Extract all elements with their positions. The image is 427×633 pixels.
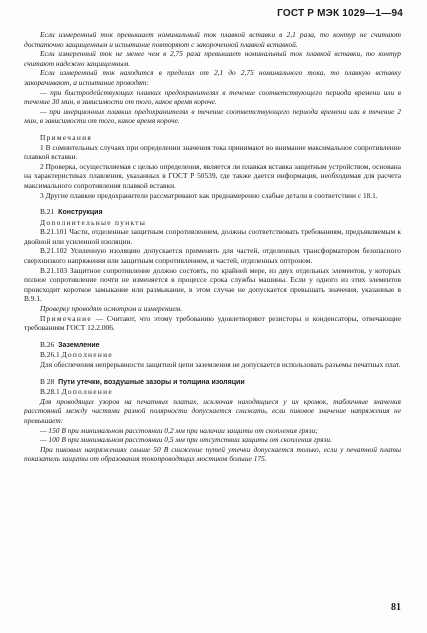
section-b21-number: В.21 [40, 207, 55, 217]
intro-paragraph-4: — при быстродействующих плавких предохранителях в течение соответствующего периода времени или в течение 30 мин, в зависимости от того, какое время короче. [24, 87, 401, 107]
clause-b21-note [24, 314, 401, 333]
notes-heading: Примечания [40, 132, 93, 142]
intro-paragraph-3: Если измеренный ток находится в пределах от 2,1 до 2,75 номинального тока, то плавкую вставку закорачивают, а испытание проводят: [24, 68, 401, 87]
section-b28-paragraph-4: При пиковых напряжениях свыше 50 В снижение путей утечки допускается только, если у печатной платы показатель защиты от образования токопроводящих мостиков больше 175. [24, 444, 401, 464]
intro-paragraph-1: Если измеренный ток превышает номинальный ток плавкой вставки в 2,1 раза, то контур не считают достаточно защищенным и испытание повторяют с закороченной плавкой вставкой. [24, 30, 401, 49]
page-header: ГОСТ Р МЭК 1029—1—94 [277, 8, 403, 19]
section-b26-subheading [24, 350, 401, 360]
section-b28-sub-number: В.28.1 [40, 387, 60, 397]
intro-paragraph-5: — при инерционных плавких предохранителях в течение соответствующего периода времени или в течение 2 мин, в зависимости от того, какое время короче. [24, 106, 401, 126]
clause-b21-103: В.21.103 Защитное сопротивление должно состоять, по крайней мере, из двух отдельных элементов, у которых полное сопротивление почти не изменяется в процессе срока службы машины. Если у одного из этих элементов происходит короткое замыкание или размыкание, в этом случае не допускается превышать значения, указанные в В.9.1. [24, 265, 401, 304]
section-b26-title [24, 340, 401, 351]
note-2: 2 Проверка, осуществляемая с целью определения, является ли плавкая вставка защитным устройством, основана на характеристиках плавления, указанных в ГОСТ Р 50539, где также дается информация, необходимая для расчета максимального сопротивления плавкой вставки. [24, 161, 401, 190]
clause-b21-102: В.21.102 Усиленную изоляцию допускается применять для частей, отделенных трансформатором безопасного сверхнизкого напряжения или защитным сопротивлением, и частей, отделенных оптроном. [24, 246, 401, 266]
section-b21-name: Конструкция [58, 209, 103, 217]
section-b26-number: В.26 [40, 339, 55, 349]
section-b28-title [24, 377, 401, 388]
section-b26-sub-label: Дополнение [61, 350, 113, 360]
clause-b21-note-label: Примечание [40, 313, 92, 323]
section-b21-subheading: Дополнительные пункты [40, 217, 147, 227]
clause-b21-check: Проверку проводят осмотром и измерением. [40, 304, 182, 314]
section-b21-title [24, 207, 401, 218]
section-b28-subheading [24, 387, 401, 397]
section-b28-sub-label: Дополнение [61, 387, 113, 397]
section-b26-text: Для обеспечения непрерывности защитной цепи заземления не допускается использовать разъемы печатных плат. [40, 360, 401, 369]
intro-paragraph-2: Если измеренный ток не менее чем в 2,75 раза превышает номинальный ток плавкой вставки, то контур считают надежно защищенным. [24, 49, 401, 68]
section-b26-sub-number: В.26.1 [40, 350, 60, 360]
section-b28-name: Пути утечки, воздушные зазоры и толщина изоляции [58, 378, 245, 386]
clause-b21-101: В.21.101 Части, отделенные защитным сопротивлением, должны соответствовать требованиям, предъявляемым к двойной или усиленной изоляции. [24, 227, 401, 246]
section-b28-number: В 28 [40, 376, 55, 386]
page-number: 81 [391, 602, 401, 613]
note-3: 3 Другие плавкие предохранители рассматривают как преднамеренно слабые детали в соответствии с 18.1. [40, 190, 378, 200]
section-b28-paragraph-3: — 100 В при минимальном расстоянии 0,5 мм при отсутствии защиты от скопления грязи. [40, 435, 332, 445]
section-b28-paragraph-1: Для проводящих узоров на печатных платах, исключая находящиеся у их кромок, табличные значения расстояний между частями разной полярности допускается снижать, если пиковое значение напряжения не превышает: [24, 396, 401, 425]
note-1: 1 В сомнительных случаях при определении значения тока принимают во внимание максимальное сопротивление плавкой вставки. [24, 142, 401, 162]
section-b26-name: Заземление [58, 341, 100, 349]
section-b28-paragraph-2: — 150 В при минимальном расстоянии 0,2 мм при наличии защиты от скопления грязи; [40, 425, 318, 435]
clause-b21-note-text: — Считают, что этому требованию удовлетворяют резисторы и конденсаторы, отвечающие требованиям ГОСТ 12.2.006. [24, 313, 401, 333]
page-content [24, 30, 401, 464]
